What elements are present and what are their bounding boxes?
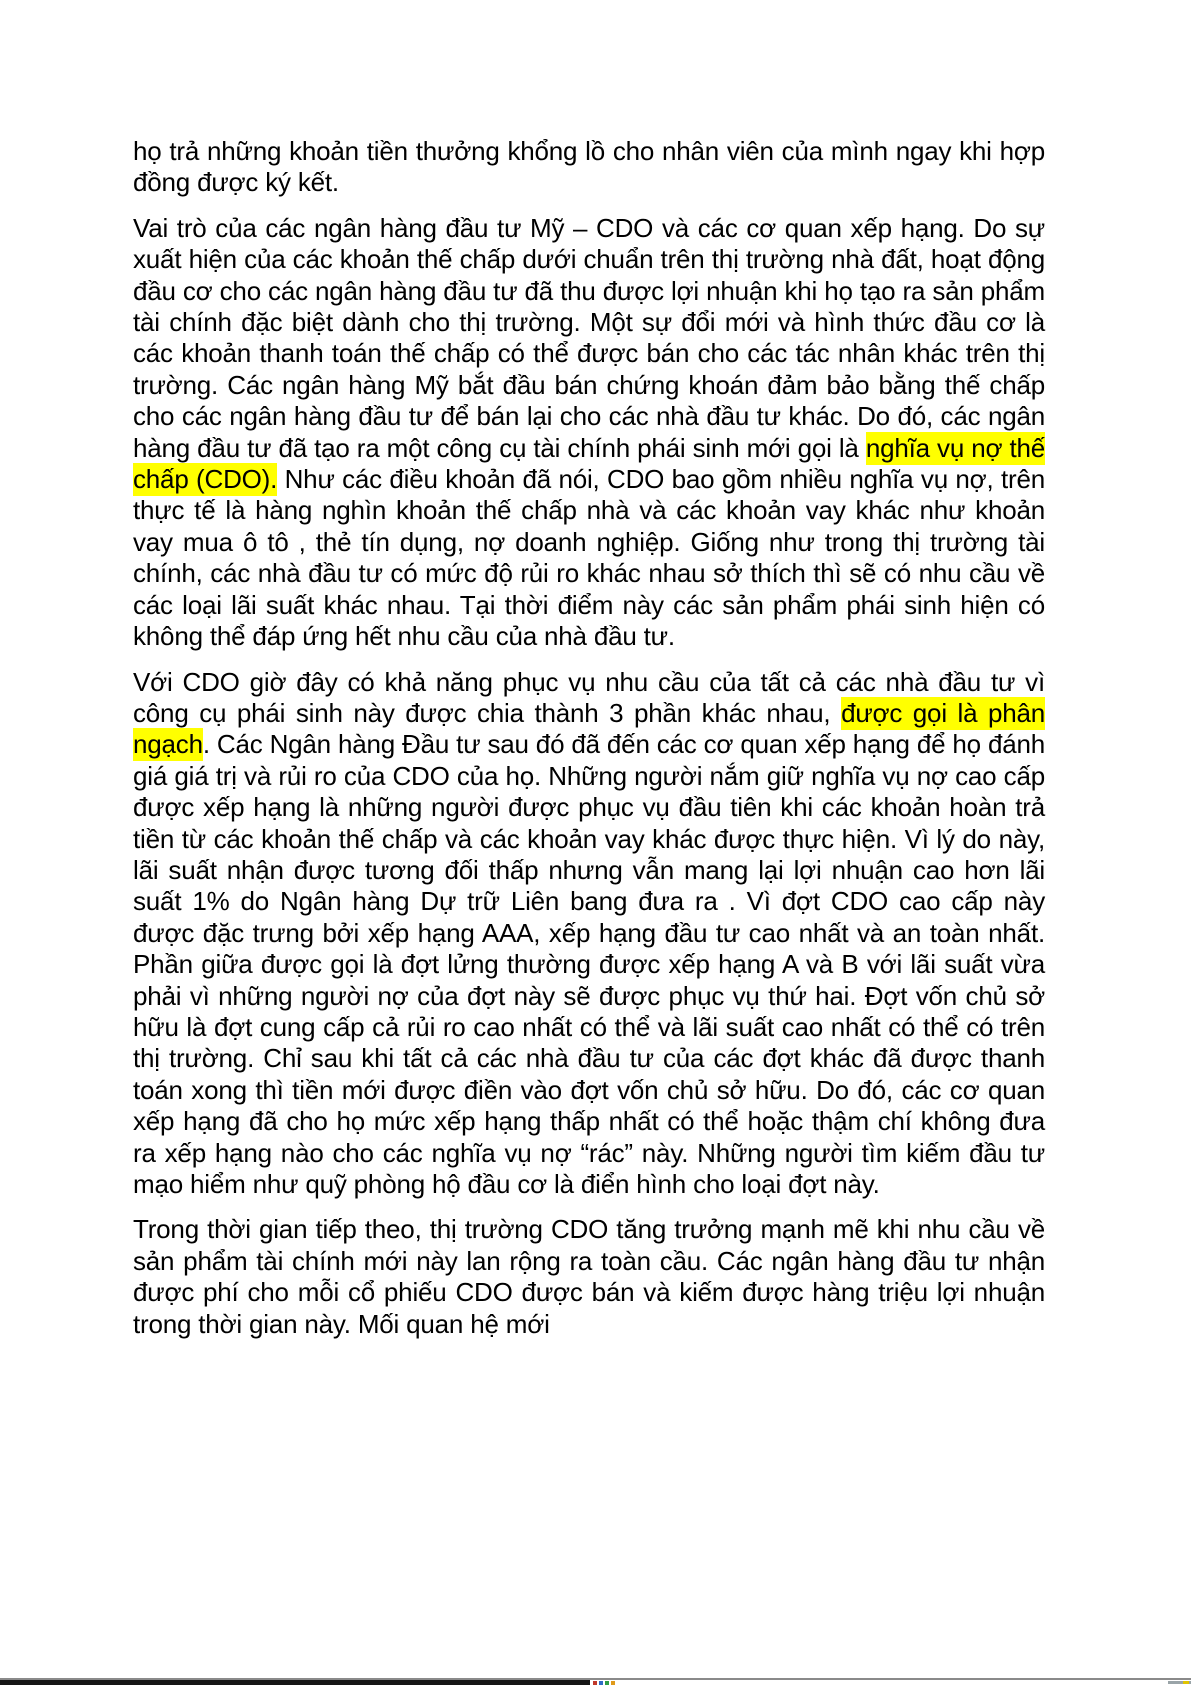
text-segment: Trong thời gian tiếp theo, thị trường CDO tăng trưởng mạnh mẽ khi nhu cầu về sản phẩm tài chính mới này lan rộng ra toàn cầu. Các ngân hàng đầu tư nhận được phí cho mỗi cổ phiếu CDO được bán và kiếm được hàng triệu lợi nhuận trong thời gian này. Mối quan hệ mới [133,1214,1045,1339]
highlighted-text: được gọi là phân ngạch [133,697,1045,760]
text-segment: . Các Ngân hàng Đầu tư sau đó đã đến các cơ quan xếp hạng để họ đánh giá giá trị và rủi ro của CDO của họ. Những người nắm giữ nghĩa vụ nợ cao cấp được xếp hạng là những người được phục vụ đầu tiên khi các khoản hoàn trả tiền từ các khoản thế chấp và các khoản vay khác được thực hiện. Vì lý do này, lãi suất nhận được tương đối thấp nhưng vẫn mang lại lợi nhuận cao hơn lãi suất 1% do Ngân hàng Dự trữ Liên bang đưa ra . Vì đợt CDO cao cấp này được đặc trưng bởi xếp hạng AAA, xếp hạng đầu tư cao nhất và an toàn nhất. Phần giữa được gọi là đợt lửng thường được xếp hạng A và B với lãi suất vừa phải vì những người nợ của đợt này sẽ được phục vụ thứ hai. Đợt vốn chủ sở hữu là đợt cung cấp cả rủi ro cao nhất có thể và lãi suất cao nhất có thể có trên thị trường. Chỉ sau khi tất cả các nhà đầu tư của các đợt khác đã được thanh toán xong thì tiền mới được điền vào đợt vốn chủ sở hữu. Do đó, các cơ quan xếp hạng đã cho họ mức xếp hạng thấp nhất có thể hoặc thậm chí không đưa ra xếp hạng nào cho các nghĩa vụ nợ “rác” này. Những người tìm kiếm đầu tư mạo hiểm như quỹ phòng hộ đầu cơ là điển hình cho loại đợt này. [133,729,1045,1199]
taskbar-light-segment[interactable] [618,1680,1191,1685]
taskbar-icon-fragment[interactable] [590,1680,618,1685]
taskbar-icon-pixel [611,1681,615,1685]
text-segment: Vai trò của các ngân hàng đầu tư Mỹ – CDO và các cơ quan xếp hạng. Do sự xuất hiện của các khoản thế chấp dưới chuẩn trên thị trường nhà đất, hoạt động đầu cơ cho các ngân hàng đầu tư đã thu được lợi nhuận khi họ tạo ra sản phẩm tài chính đặc biệt dành cho thị trường. Một sự đổi mới và hình thức đầu cơ là các khoản thanh toán thế chấp có thể được bán cho các tác nhân khác trên thị trường. Các ngân hàng Mỹ bắt đầu bán chứng khoán đảm bảo bằng thế chấp cho các ngân hàng đầu tư để bán lại cho các nhà đầu tư khác. Do đó, các ngân hàng đầu tư đã tạo ra một công cụ tài chính phái sinh mới gọi là [133,212,1045,463]
taskbar-strip [0,1678,1191,1685]
text-segment: họ trả những khoản tiền thưởng khổng lồ cho nhân viên của mình ngay khi hợp đồng được ký kết. [133,136,1045,198]
paragraph [133,1214,1045,1340]
taskbar-icon-pixel [593,1681,597,1685]
paragraph [133,213,1045,653]
text-segment: Với CDO giờ đây có khả năng phục vụ nhu cầu của tất cả các nhà đầu tư vì công cụ phái sinh này được chia thành 3 phần khác nhau, [133,666,1045,728]
taskbar-yellow-icon [1183,1681,1189,1684]
highlighted-text: nghĩa vụ nợ thế chấp (CDO). [133,432,1045,495]
text-segment: Như các điều khoản đã nói, CDO bao gồm nhiều nghĩa vụ nợ, trên thực tế là hàng nghìn khoản thế chấp nhà và các khoản vay khác như khoản vay mua ô tô , thẻ tín dụng, nợ doanh nghiệp. Giống như trong thị trường tài chính, các nhà đầu tư có mức độ rủi ro khác nhau sở thích thì sẽ có nhu cầu về các loại lãi suất khác nhau. Tại thời điểm này các sản phẩm phái sinh hiện có không thể đáp ứng hết nhu cầu của nhà đầu tư. [133,464,1045,652]
paragraph [133,667,1045,1201]
taskbar-icon-pixel [599,1681,603,1685]
taskbar-icon-pixel [605,1681,609,1685]
paragraph [133,136,1045,199]
taskbar-dark-window-segment[interactable] [0,1680,590,1685]
taskbar-row [0,1680,1191,1685]
document-page [133,136,1045,1340]
